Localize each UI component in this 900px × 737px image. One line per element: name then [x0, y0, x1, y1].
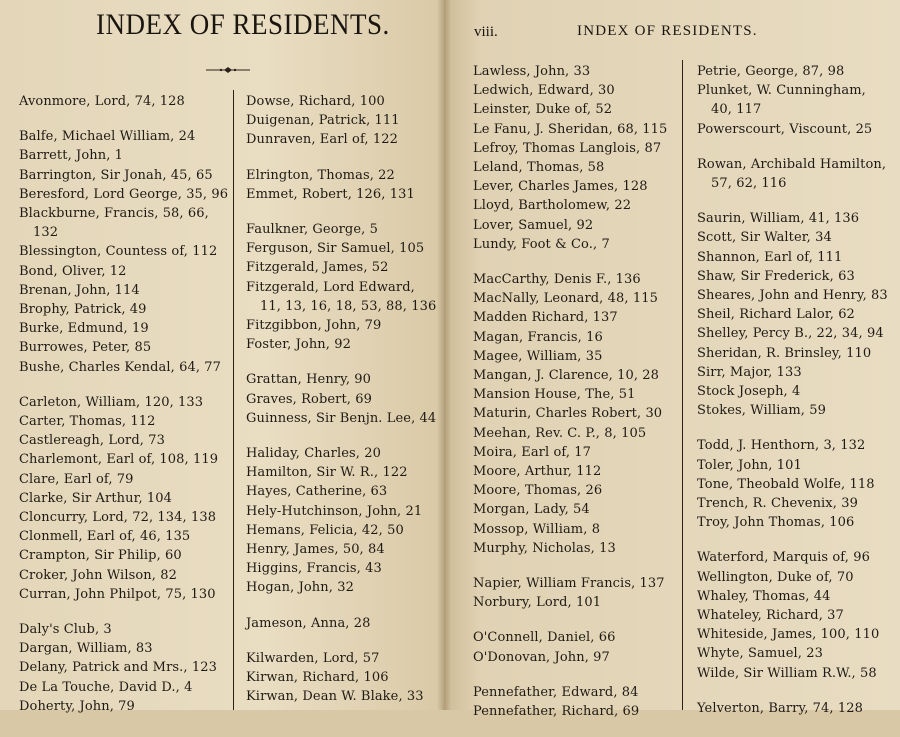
index-entry [246, 258, 436, 277]
index-entry [697, 344, 895, 363]
letter-group [473, 62, 678, 254]
index-entry [473, 366, 678, 385]
index-entry [246, 502, 436, 521]
entry-text: Fitzgibbon, John, 79 [246, 318, 382, 334]
index-entry [473, 270, 678, 289]
entry-continuation: 11, 13, 16, 18, 53, 88, 136 [260, 298, 437, 314]
entry-continuation: 57, 62, 116 [711, 176, 787, 192]
index-entry [19, 92, 227, 111]
index-entry [697, 267, 895, 286]
entry-text: Shannon, Earl of, 111 [697, 249, 843, 265]
index-entry [473, 574, 678, 593]
entry-text: Barrett, John, 1 [19, 148, 124, 164]
entry-text: Avonmore, Lord, 74, 128 [19, 94, 185, 109]
index-entry [697, 625, 895, 644]
entry-text: Kirwan, Dean W. Blake, 33 [246, 689, 424, 705]
index-entry [246, 239, 436, 258]
entry-text: Shaw, Sir Frederick, 63 [697, 268, 855, 284]
entry-text: Grattan, Henry, 90 [246, 372, 372, 388]
ornament-icon [206, 67, 250, 73]
entry-text: Cloncurry, Lord, 72, 134, 138 [19, 510, 217, 526]
index-entry [19, 300, 227, 319]
left-page-title: INDEX OF RESIDENTS. [96, 8, 390, 41]
entry-text: Bushe, Charles Kendal, 64, 77 [19, 359, 222, 375]
index-entry [246, 559, 436, 578]
entry-text: Carleton, William, 120, 133 [19, 394, 204, 410]
index-entry [473, 139, 678, 158]
entry-text: Whaley, Thomas, 44 [697, 588, 831, 604]
index-entry [473, 235, 678, 254]
letter-group [19, 393, 227, 604]
index-entry [473, 404, 678, 423]
index-column-1 [19, 92, 227, 732]
entry-text: Duigenan, Patrick, 111 [246, 113, 400, 129]
index-entry [246, 540, 436, 559]
letter-group [246, 370, 436, 428]
index-entry [697, 401, 895, 420]
index-entry [697, 248, 895, 267]
page-folio: viii. [474, 24, 498, 40]
entry-text: Ferguson, Sir Samuel, 105 [246, 241, 425, 257]
index-entry [246, 130, 436, 149]
index-entry [246, 463, 436, 482]
entry-text: Wellington, Duke of, 70 [697, 569, 854, 585]
index-entry [473, 289, 678, 308]
letter-group [697, 209, 895, 420]
index-entry [473, 216, 678, 235]
index-entry [19, 338, 227, 357]
index-entry [246, 316, 436, 335]
index-entry [697, 155, 895, 193]
entry-text: Leinster, Duke of, 52 [473, 102, 613, 118]
index-entry [19, 319, 227, 338]
entry-text: Sheil, Richard Lalor, 62 [697, 307, 855, 323]
entry-text: Haliday, Charles, 20 [246, 446, 381, 462]
index-entry [19, 697, 227, 716]
index-entry [19, 489, 227, 508]
entry-text: Sirr, Major, 133 [697, 364, 802, 380]
index-entry [19, 470, 227, 489]
entry-text: Todd, J. Henthorn, 3, 132 [697, 438, 866, 454]
entry-text: Kilwarden, Lord, 57 [246, 650, 380, 666]
index-entry [697, 456, 895, 475]
entry-text: Norbury, Lord, 101 [473, 595, 602, 611]
index-entry [697, 606, 895, 625]
index-entry [697, 587, 895, 606]
book-gutter [437, 0, 451, 710]
entry-text: Tone, Theobald Wolfe, 118 [697, 476, 875, 492]
index-entry [473, 120, 678, 139]
index-entry [473, 424, 678, 443]
entry-text: Hely-Hutchinson, John, 21 [246, 503, 423, 519]
index-entry [697, 120, 895, 139]
letter-group [473, 574, 678, 612]
index-entry [473, 308, 678, 327]
entry-text: Scott, Sir Walter, 34 [697, 230, 832, 246]
entry-text: Emmet, Robert, 126, 131 [246, 186, 415, 202]
letter-group [246, 220, 436, 354]
entry-text: Hayes, Catherine, 63 [246, 484, 388, 500]
letter-group [473, 683, 678, 721]
index-entry [473, 648, 678, 667]
entry-text: Stock Joseph, 4 [697, 384, 801, 400]
entry-text: Ledwich, Edward, 30 [473, 83, 615, 99]
index-entry [697, 209, 895, 228]
index-entry [19, 546, 227, 565]
letter-group [19, 127, 227, 377]
index-entry [246, 409, 436, 428]
entry-text: De La Touche, David D., 4 [19, 679, 193, 695]
entry-text: Sheares, John and Henry, 83 [697, 288, 888, 304]
entry-text: Guinness, Sir Benjn. Lee, 44 [246, 410, 437, 426]
entry-text: Whiteside, James, 100, 110 [697, 627, 880, 643]
entry-text: Magan, Francis, 16 [473, 329, 603, 345]
entry-text: Jameson, Anna, 28 [246, 615, 371, 631]
entry-text: Hemans, Felicia, 42, 50 [246, 522, 404, 538]
index-entry [19, 585, 227, 604]
entry-text: Hamilton, Sir W. R., 122 [246, 465, 408, 481]
index-entry [246, 335, 436, 354]
letter-group [473, 270, 678, 558]
index-entry [697, 494, 895, 513]
index-entry [246, 521, 436, 540]
index-entry [19, 393, 227, 412]
entry-text: Pennefather, Edward, 84 [473, 684, 639, 700]
letter-group [473, 628, 678, 666]
index-entry [19, 242, 227, 261]
entry-text: Mansion House, The, 51 [473, 387, 636, 403]
entry-text: Shelley, Percy B., 22, 34, 94 [697, 326, 884, 342]
entry-text: Lover, Samuel, 92 [473, 217, 594, 233]
index-entry [246, 482, 436, 501]
entry-text: Fitzgerald, Lord Edward, [246, 279, 415, 295]
letter-group [246, 166, 436, 204]
entry-text: Kirwan, Richard, 106 [246, 670, 389, 686]
entry-text: Moore, Arthur, 112 [473, 464, 602, 480]
index-entry [473, 158, 678, 177]
entry-text: Lever, Charles James, 128 [473, 179, 648, 195]
entry-text: Blackburne, Francis, 58, 66, [19, 206, 209, 222]
index-entry [19, 262, 227, 281]
entry-text: Dowse, Richard, 100 [246, 94, 385, 109]
entry-text: Clonmell, Earl of, 46, 135 [19, 529, 191, 545]
letter-group [19, 620, 227, 716]
entry-text: Burrowes, Peter, 85 [19, 340, 152, 356]
entry-text: Mangan, J. Clarence, 10, 28 [473, 368, 660, 384]
index-entry [697, 382, 895, 401]
index-entry [246, 390, 436, 409]
index-entry [19, 450, 227, 469]
letter-group [697, 436, 895, 532]
index-entry [697, 286, 895, 305]
letter-group [246, 92, 436, 150]
entry-text: Whyte, Samuel, 23 [697, 646, 823, 662]
index-entry [697, 513, 895, 532]
index-entry [697, 305, 895, 324]
index-entry [246, 687, 436, 706]
entry-text: Graves, Robert, 69 [246, 391, 372, 407]
entry-text: Lefroy, Thomas Langlois, 87 [473, 140, 662, 156]
index-entry [19, 412, 227, 431]
index-entry [697, 699, 895, 718]
letter-group [697, 155, 895, 193]
entry-text: Faulkner, George, 5 [246, 222, 378, 238]
entry-text: Moira, Earl of, 17 [473, 444, 592, 460]
index-entry [246, 444, 436, 463]
entry-text: Trench, R. Chevenix, 39 [697, 496, 858, 512]
letter-group [697, 699, 895, 718]
entry-text: Pennefather, Richard, 69 [473, 704, 640, 720]
entry-text: Waterford, Marquis of, 96 [697, 550, 870, 566]
entry-text: Stokes, William, 59 [697, 403, 827, 419]
index-entry [246, 578, 436, 597]
entry-text: Brenan, John, 114 [19, 282, 140, 298]
entry-continuation: 132 [33, 225, 59, 241]
index-entry [473, 702, 678, 721]
index-entry [19, 678, 227, 697]
index-entry [19, 658, 227, 677]
index-entry [473, 481, 678, 500]
entry-text: Magee, William, 35 [473, 348, 603, 364]
letter-group [697, 62, 895, 139]
entry-text: Toler, John, 101 [697, 457, 802, 473]
entry-text: Blessington, Countess of, 112 [19, 244, 218, 260]
entry-text: Fitzgerald, James, 52 [246, 260, 389, 276]
index-entry [697, 548, 895, 567]
index-entry [697, 568, 895, 587]
letter-group [246, 444, 436, 598]
index-entry [473, 443, 678, 462]
index-entry [19, 566, 227, 585]
entry-text: O'Donovan, John, 97 [473, 649, 610, 665]
entry-text: Meehan, Rev. C. P., 8, 105 [473, 425, 647, 441]
index-entry [19, 146, 227, 165]
index-entry [246, 166, 436, 185]
index-entry [19, 204, 227, 242]
index-entry [246, 92, 436, 111]
entry-text: Plunket, W. Cunningham, [697, 83, 866, 99]
index-entry [697, 62, 895, 81]
entry-text: Troy, John Thomas, 106 [697, 515, 855, 531]
column-rule-right [682, 60, 683, 710]
index-entry [473, 62, 678, 81]
entry-text: Burke, Edmund, 19 [19, 321, 149, 337]
entry-text: Crampton, Sir Philip, 60 [19, 548, 182, 564]
index-entry [697, 475, 895, 494]
entry-text: Morgan, Lady, 54 [473, 502, 590, 518]
entry-text: Daly's Club, 3 [19, 622, 112, 638]
entry-text: Wilde, Sir William R.W., 58 [697, 665, 877, 681]
index-entry [19, 166, 227, 185]
entry-text: MacCarthy, Denis F., 136 [473, 272, 641, 288]
index-entry [473, 462, 678, 481]
letter-group [697, 548, 895, 682]
index-entry [246, 278, 436, 316]
index-entry [19, 527, 227, 546]
index-entry [697, 324, 895, 343]
index-entry [697, 644, 895, 663]
entry-text: Clarke, Sir Arthur, 104 [19, 490, 173, 506]
entry-text: Saurin, William, 41, 136 [697, 211, 860, 227]
index-entry [19, 639, 227, 658]
index-entry [19, 127, 227, 146]
entry-text: Carter, Thomas, 112 [19, 414, 156, 430]
index-entry [473, 177, 678, 196]
entry-text: Clare, Earl of, 79 [19, 471, 134, 487]
index-entry [473, 520, 678, 539]
index-entry [473, 328, 678, 347]
entry-text: Charlemont, Earl of, 108, 119 [19, 452, 219, 468]
entry-text: Delany, Patrick and Mrs., 123 [19, 660, 217, 676]
entry-text: Hogan, John, 32 [246, 580, 354, 596]
index-entry [473, 683, 678, 702]
entry-text: Napier, William Francis, 137 [473, 576, 665, 592]
entry-text: MacNally, Leonard, 48, 115 [473, 291, 658, 307]
index-entry [697, 228, 895, 247]
index-entry [246, 668, 436, 687]
entry-continuation: 40, 117 [711, 102, 762, 118]
index-entry [473, 500, 678, 519]
column-rule-left [233, 90, 234, 710]
index-entry [473, 593, 678, 612]
entry-text: Croker, John Wilson, 82 [19, 567, 177, 583]
entry-text: Le Fanu, J. Sheridan, 68, 115 [473, 121, 668, 137]
entry-text: Leland, Thomas, 58 [473, 160, 605, 176]
index-entry [19, 281, 227, 300]
entry-text: Rowan, Archibald Hamilton, [697, 156, 887, 172]
entry-text: Lundy, Foot & Co., 7 [473, 236, 610, 252]
index-entry [19, 620, 227, 639]
index-entry [19, 358, 227, 377]
entry-text: Dunraven, Earl of, 122 [246, 132, 399, 148]
index-entry [19, 431, 227, 450]
index-entry [246, 111, 436, 130]
index-entry [473, 347, 678, 366]
entry-text: Mossop, William, 8 [473, 521, 601, 537]
entry-text: Powerscourt, Viscount, 25 [697, 121, 873, 137]
entry-text: Whateley, Richard, 37 [697, 608, 844, 624]
index-entry [246, 220, 436, 239]
entry-text: Doherty, John, 79 [19, 698, 135, 714]
index-column-3 [473, 62, 678, 737]
entry-text: Moore, Thomas, 26 [473, 483, 603, 499]
entry-text: Yelverton, Barry, 74, 128 [697, 700, 863, 716]
entry-text: O'Connell, Daniel, 66 [473, 630, 616, 646]
entry-text: Barrington, Sir Jonah, 45, 65 [19, 167, 213, 183]
index-entry [473, 628, 678, 647]
index-entry [473, 385, 678, 404]
index-entry [697, 664, 895, 683]
entry-text: Henry, James, 50, 84 [246, 542, 385, 558]
entry-text: Foster, John, 92 [246, 337, 351, 353]
entry-text: Higgins, Francis, 43 [246, 561, 382, 577]
entry-text: Bond, Oliver, 12 [19, 263, 127, 279]
entry-text: Castlereagh, Lord, 73 [19, 433, 165, 449]
index-entry [697, 81, 895, 119]
entry-text: Curran, John Philpot, 75, 130 [19, 586, 216, 602]
entry-text: Murphy, Nicholas, 13 [473, 540, 616, 556]
entry-text: Sheridan, R. Brinsley, 110 [697, 345, 872, 361]
index-entry [19, 185, 227, 204]
index-column-2 [246, 92, 436, 722]
index-entry [473, 196, 678, 215]
entry-text: Lloyd, Bartholomew, 22 [473, 198, 632, 214]
entry-text: Dargan, William, 83 [19, 641, 153, 657]
entry-text: Madden Richard, 137 [473, 310, 618, 326]
index-entry [246, 185, 436, 204]
letter-group [19, 92, 227, 111]
index-entry [246, 370, 436, 389]
entry-text: Elrington, Thomas, 22 [246, 167, 395, 183]
index-entry [473, 81, 678, 100]
index-entry [246, 614, 436, 633]
index-entry [473, 100, 678, 119]
index-entry [697, 363, 895, 382]
letter-group [246, 614, 436, 633]
index-entry [473, 539, 678, 558]
index-entry [697, 436, 895, 455]
index-entry [246, 649, 436, 668]
right-page-title: INDEX OF RESIDENTS. [577, 23, 758, 39]
entry-text: Petrie, George, 87, 98 [697, 64, 845, 79]
entry-text: Brophy, Patrick, 49 [19, 302, 147, 318]
entry-text: Maturin, Charles Robert, 30 [473, 406, 663, 422]
entry-text: Beresford, Lord George, 35, 96 [19, 186, 229, 202]
index-column-4 [697, 62, 895, 734]
entry-text: Balfe, Michael William, 24 [19, 129, 196, 145]
letter-group [246, 649, 436, 707]
index-entry [19, 508, 227, 527]
entry-text: Lawless, John, 33 [473, 64, 591, 79]
